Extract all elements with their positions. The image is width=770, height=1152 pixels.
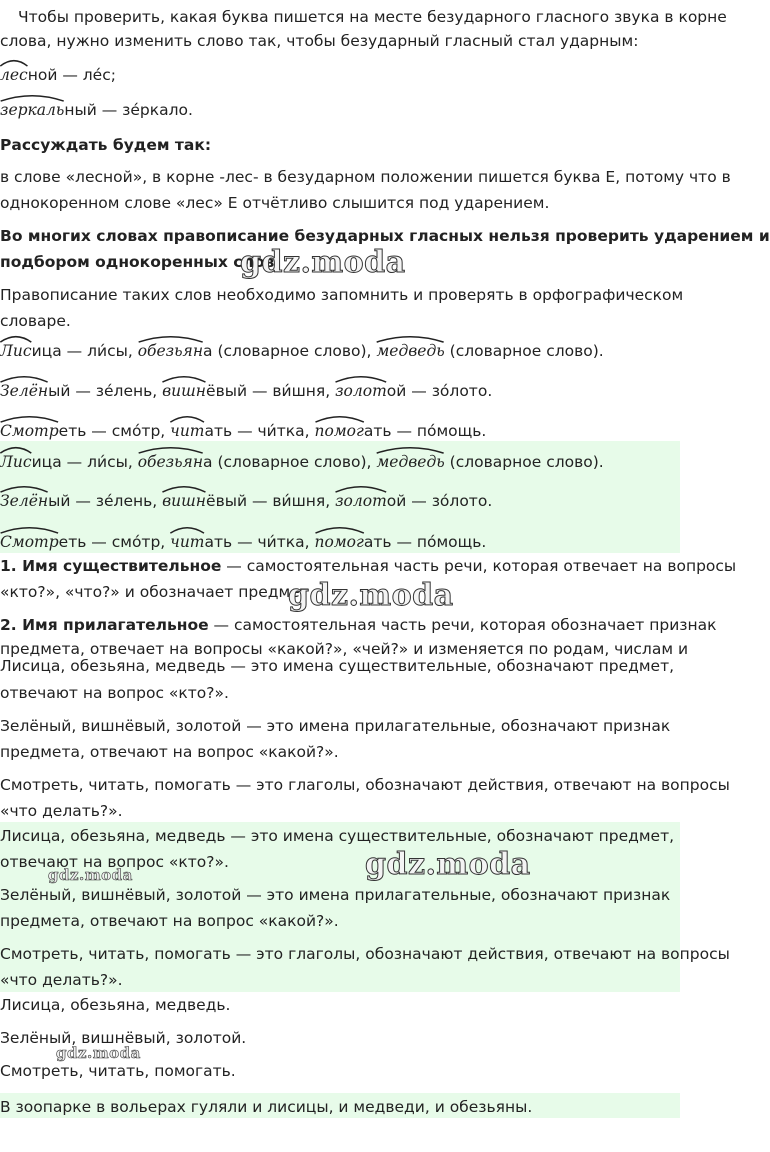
root-arc-icon — [376, 445, 444, 454]
root-text: золот — [335, 492, 387, 510]
reason-line-1: в слове «лесной», в корне -лес- в безударном положении пишется буква Е, потому что в — [0, 168, 731, 186]
explain-adj-2: предмета, отвечают на вопрос «какой?». — [0, 743, 339, 761]
word-rest: (словарное слово). — [444, 342, 604, 360]
word-rest: а (словарное слово), — [203, 453, 372, 471]
intro-line-2: слова, нужно изменить слово так, чтобы безударный гласный стал ударным: — [0, 32, 639, 50]
root-text: медведь — [376, 342, 445, 360]
explain-verb-1: Смотреть, читать, помогать — это глаголы, обозначают действия, отвечают на вопросы — [0, 776, 730, 794]
root-zerkal — [0, 101, 64, 119]
word-rest: ый — зе́лень, — [48, 382, 158, 400]
list-adjectives: Зелёный, вишнёвый, золотой. — [0, 1029, 247, 1047]
root-arc-icon — [162, 484, 206, 493]
root-arc-icon — [376, 334, 444, 343]
word-rest: ой — зо́лото. — [386, 492, 493, 510]
word-rest: ать — по́мощь. — [363, 533, 487, 551]
example-rest: ной — ле́с; — [27, 66, 116, 84]
bold-para-line-2: подбором однокоренных слов. — [0, 253, 281, 271]
watermark-logo: gdz.moda — [56, 1044, 141, 1062]
bold-para-line-1: Во многих словах правописание безударных гласных нельзя проверить ударением и — [0, 227, 770, 245]
root-text: Смотр — [0, 533, 59, 551]
root-text: зеркаль — [0, 101, 65, 119]
root-arc-icon — [0, 414, 59, 423]
word-rest: ёвый — ви́шня, — [206, 382, 331, 400]
explain-noun-1: Лисица, обезьяна, медведь — это имена существительные, обозначают предмет, — [0, 657, 675, 675]
root-text: помог — [314, 533, 364, 551]
example-les — [0, 66, 680, 84]
watermark-logo: gdz.moda — [288, 578, 454, 613]
answer-band-2 — [0, 822, 730, 992]
root-text: вишн — [162, 382, 207, 400]
root-word — [0, 342, 32, 360]
intro-line-1: Чтобы проверить, какая буква пишется на месте безударного гласного звука в корне — [18, 8, 727, 26]
word-rest: ый — зе́лень, — [48, 492, 158, 510]
word-row-3 — [0, 422, 680, 440]
root-arc-icon — [0, 525, 59, 534]
root-arc-icon — [170, 414, 204, 423]
root-word — [0, 533, 59, 551]
root-text: Смотр — [0, 422, 59, 440]
root-arc-icon — [162, 374, 206, 383]
root-word — [335, 492, 387, 510]
word-rest: а (словарное слово), — [203, 342, 372, 360]
root-les — [0, 66, 28, 84]
answer-explain-verb-2: «что делать?». — [0, 971, 123, 989]
root-arc-icon — [0, 374, 48, 383]
root-arc-icon — [335, 484, 387, 493]
adj-def-line-1 — [0, 616, 717, 634]
noun-def-line-1 — [0, 557, 737, 575]
final-sentence: В зоопарке в вольерах гуляли и лисицы, и медведи, и обезьяны. — [0, 1098, 533, 1116]
watermark-logo: gdz.moda — [48, 866, 133, 884]
root-arc-icon — [315, 525, 364, 534]
memo-line-1: Правописание таких слов необходимо запомнить и проверять в орфографическом — [0, 286, 684, 304]
adj-def-line-2: предмета, отвечает на вопросы «какой?», «чей?» и изменяется по родам, числам и — [0, 640, 689, 658]
answer-explain-adj-2: предмета, отвечают на вопрос «какой?». — [0, 912, 339, 930]
root-word — [138, 342, 203, 360]
word-rest: еть — смо́тр, — [58, 422, 166, 440]
root-word — [170, 422, 204, 440]
root-arc-icon — [0, 334, 32, 343]
list-nouns: Лисица, обезьяна, медведь. — [0, 996, 231, 1014]
answer-word-row-1 — [0, 453, 680, 471]
word-rest: ой — зо́лото. — [386, 382, 493, 400]
root-text: обезьян — [137, 453, 204, 471]
explain-noun-2: отвечают на вопрос «кто?». — [0, 684, 229, 702]
root-arc-icon — [335, 374, 387, 383]
word-rest: ать — чи́тка, — [204, 533, 310, 551]
root-arc-icon — [0, 58, 28, 67]
explain-verb-2: «что делать?». — [0, 802, 123, 820]
word-rest: ица — ли́сы, — [31, 453, 133, 471]
word-rest: ать — по́мощь. — [363, 422, 487, 440]
root-text: Зелён — [0, 492, 49, 510]
root-word — [376, 453, 444, 471]
answer-explain-noun-2: отвечают на вопрос «кто?». — [0, 853, 229, 871]
root-text: Лис — [0, 342, 32, 360]
root-word — [0, 492, 48, 510]
root-word — [162, 382, 206, 400]
root-word — [162, 492, 206, 510]
answer-explain-noun-1: Лисица, обезьяна, медведь — это имена существительные, обозначают предмет, — [0, 827, 675, 845]
word-row-1 — [0, 342, 680, 360]
root-text: золот — [335, 382, 387, 400]
root-word — [315, 533, 364, 551]
root-text: чит — [170, 422, 205, 440]
root-arc-icon — [315, 414, 364, 423]
noun-def-line-2: «кто?», «что?» и обозначает предмет. — [0, 583, 314, 601]
root-text: вишн — [162, 492, 207, 510]
root-word — [376, 342, 444, 360]
root-text: лес — [0, 66, 28, 84]
word-row-2 — [0, 382, 680, 400]
root-word — [138, 453, 203, 471]
adj-def-text: — самостоятельная часть речи, которая обозначает признак — [208, 616, 717, 634]
root-text: медведь — [376, 453, 445, 471]
memo-line-2: словаре. — [0, 312, 71, 330]
word-rest: ать — чи́тка, — [204, 422, 310, 440]
word-rest: ица — ли́сы, — [31, 342, 133, 360]
root-arc-icon — [0, 93, 64, 102]
reason-line-2: однокоренном слове «лес» Е отчётливо слышится под ударением. — [0, 194, 550, 212]
root-arc-icon — [0, 484, 48, 493]
example-rest: ный — зе́ркало. — [64, 101, 193, 119]
root-word — [0, 453, 32, 471]
root-word — [335, 382, 387, 400]
reason-heading: Рассуждать будем так: — [0, 136, 212, 154]
answer-explain-adj-1: Зелёный, вишнёвый, золотой — это имена прилагательные, обозначают признак — [0, 886, 671, 904]
noun-term: 1. Имя существительное — [0, 557, 222, 575]
root-arc-icon — [0, 445, 32, 454]
root-text: чит — [170, 533, 205, 551]
watermark-logo: gdz.moda — [365, 847, 531, 882]
noun-def-text: — самостоятельная часть речи, которая отвечает на вопросы — [221, 557, 737, 575]
root-text: Зелён — [0, 382, 49, 400]
example-zerkalo — [0, 101, 680, 119]
root-word — [315, 422, 364, 440]
list-verbs: Смотреть, читать, помогать. — [0, 1062, 236, 1080]
word-rest: ёвый — ви́шня, — [206, 492, 331, 510]
root-text: помог — [314, 422, 364, 440]
root-word — [0, 422, 59, 440]
answer-word-row-2 — [0, 492, 680, 510]
adj-term: 2. Имя прилагательное — [0, 616, 209, 634]
root-word — [170, 533, 204, 551]
root-arc-icon — [170, 525, 204, 534]
answer-word-row-3 — [0, 533, 680, 551]
watermark-logo: gdz.moda — [240, 245, 406, 280]
word-rest: еть — смо́тр, — [58, 533, 166, 551]
root-word — [0, 382, 48, 400]
explain-adj-1: Зелёный, вишнёвый, золотой — это имена прилагательные, обозначают признак — [0, 717, 671, 735]
root-arc-icon — [138, 334, 203, 343]
root-text: обезьян — [137, 342, 204, 360]
answer-explain-verb-1: Смотреть, читать, помогать — это глаголы, обозначают действия, отвечают на вопросы — [0, 945, 730, 963]
root-arc-icon — [138, 445, 203, 454]
root-text: Лис — [0, 453, 32, 471]
word-rest: (словарное слово). — [444, 453, 604, 471]
